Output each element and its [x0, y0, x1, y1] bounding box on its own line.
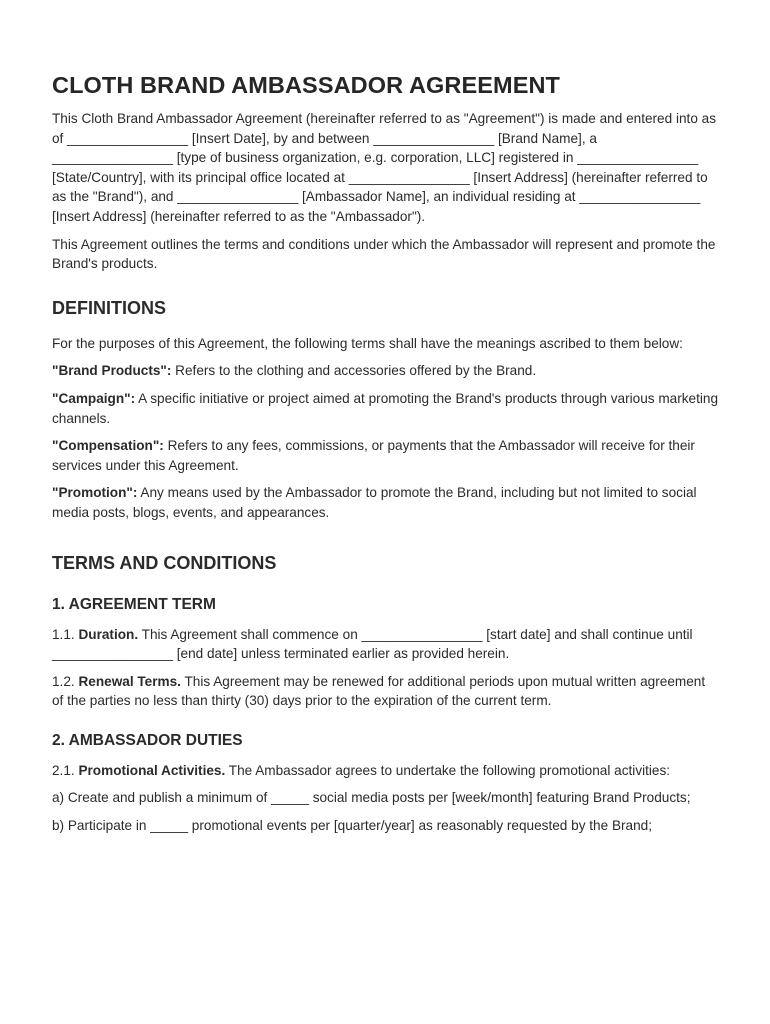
document-title: CLOTH BRAND AMBASSADOR AGREEMENT [52, 72, 561, 98]
purpose-paragraph: This Agreement outlines the terms and conditions under which the Ambassador will represent and promote the Brand's products. [52, 236, 716, 272]
clause-text: This Agreement shall commence on ________________ [start date] and shall continue until ________________ [end date] unless terminated earlier as provided herein. [52, 626, 693, 662]
definition-campaign [52, 389, 720, 428]
definition-term: "Compensation": [52, 438, 164, 454]
clause-text: The Ambassador agrees to undertake the following promotional activities: [225, 762, 671, 778]
section-2-heading: 2. AMBASSADOR DUTIES [52, 731, 243, 749]
definition-text: A specific initiative or project aimed at promoting the Brand's products through various marketing channels. [52, 390, 719, 426]
definition-compensation [52, 436, 720, 475]
section-1-heading: 1. AGREEMENT TERM [52, 595, 216, 613]
terms-heading: TERMS AND CONDITIONS [52, 552, 277, 573]
duty-item-a: a) Create and publish a minimum of _____ social media posts per [week/month] featuring Brand Products; [52, 790, 691, 806]
clause-text: This Agreement may be renewed for additional periods upon mutual written agreement of the parties no less than thirty (30) days prior to the expiration of the current term. [52, 673, 706, 709]
definition-text: Refers to the clothing and accessories offered by the Brand. [171, 363, 537, 379]
intro-paragraph: This Cloth Brand Ambassador Agreement (hereinafter referred to as "Agreement") is made and entered into as of ________________ [Insert Date], by and between ________________ [Brand Name], a ________________ [type of business organization, e.g. corporation, LLC] registered in ________________ [State/Country], with its principal office located at ________________ [Insert Address] (hereinafter referred to as the "Brand"), and ________________ [Ambassador Name], an individual residing at ________________ [Insert Address] (hereinafter referred to as the "Ambassador"). [52, 111, 717, 224]
definition-term: "Campaign": [52, 390, 136, 406]
definition-text: Refers to any fees, commissions, or payments that the Ambassador will receive for their services under this Agreement. [52, 438, 695, 473]
definitions-lead: For the purposes of this Agreement, the following terms shall have the meanings ascribed to them below: [52, 335, 683, 351]
definition-promotion [52, 483, 720, 522]
clause-number: 1.2. [52, 673, 79, 689]
definition-brand-products [52, 361, 720, 381]
duty-item-b: b) Participate in _____ promotional events per [quarter/year] as reasonably requested by the Brand; [52, 818, 652, 834]
definition-term: "Promotion": [52, 485, 138, 501]
clause-number: 1.1. [52, 626, 79, 642]
definition-term: "Brand Products": [52, 363, 172, 379]
clause-label: Duration. [78, 626, 139, 642]
clause-label: Renewal Terms. [78, 673, 181, 689]
definition-text: Any means used by the Ambassador to promote the Brand, including but not limited to social media posts, blogs, events, and appearances. [52, 485, 697, 520]
clause-1-1 [52, 625, 720, 664]
clause-2-1 [52, 761, 720, 781]
clause-1-2 [52, 672, 720, 711]
clause-number: 2.1. [52, 762, 79, 778]
clause-label: Promotional Activities. [78, 762, 226, 778]
definitions-heading: DEFINITIONS [52, 297, 167, 318]
